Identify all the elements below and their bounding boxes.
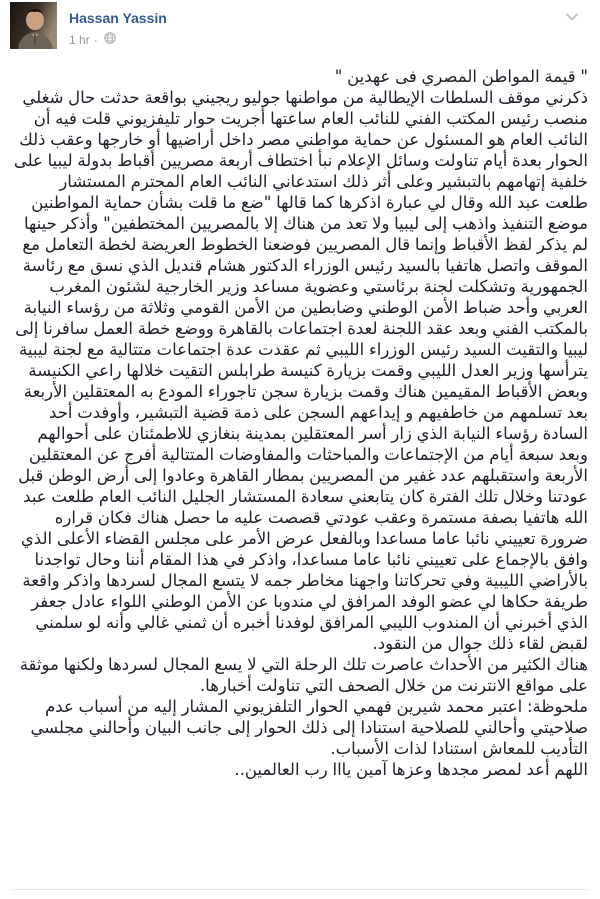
chevron-down-icon[interactable]: [564, 10, 580, 24]
post-title-line: " قيمة المواطن المصري فى عهدين ": [334, 67, 588, 86]
globe-privacy-icon: [104, 32, 116, 47]
post-meta-row: [69, 32, 167, 47]
post-timestamp[interactable]: 1 hr: [69, 32, 90, 47]
avatar-photo: [10, 2, 57, 49]
post-paragraph: اللهم أعد لمصر مجدها وعزها آمين يااا رب العالمين..: [234, 760, 588, 779]
author-name-link[interactable]: Hassan Yassin: [69, 10, 167, 26]
post-paragraph: هناك الكثير من الأحداث عاصرت تلك الرحلة التي لا يسع المجال لسردها ولكنها موثقة على مواقع الانترنت من خلال الصحف التي تناولت أخبارها.: [19, 655, 588, 695]
post-paragraph: ملحوظة: اعتبر محمد شيرين فهمي الحوار التلفزيوني المشار إليه من أسباب عدم صلاحيتي وأحالني للصلاحية استنادا إلى ذلك الحوار إلى جانب البيان وأحالني مجلسي التأديب للمعاش استنادا لذات الأسباب.: [30, 697, 588, 758]
post-footer-divider: [12, 889, 588, 890]
post-header: [10, 2, 590, 56]
post-paragraph: ذكرني موقف السلطات الإيطالية من مواطنها جوليو ريجيني بواقعة حدثت حال شغلي منصب رئيس المكتب الفني للنائب العام ساعتها أجريت حوار تليفزيوني قلت فيه أن النائب العام هو المسئول عن حماية مواطني مصر داخل أراضيها أو خارجها وعقب ذلك الحوار بعدة أيام تناولت وسائل الإعلام نبأ اختطاف أربعة مصريين أقباط بدولة ليبيا على خلفية إتهامهم بالتبشير وعلى أثر ذلك استدعاني النائب العام المحترم المستشار طلعت عبد الله وقال لي عبارة اذكرها كما قالها "ضع ما قلت بشأن حماية المواطنين موضع التنفيذ واذهب إلى ليبيا ولا تعد من هناك إلا بالمصريين المختطفين" وأذكر حينها لم يذكر لفظ الأقباط وإنما قال المصريين فوضعنا الخطوط العريضة لخطة التعامل مع الموقف واتصل هاتفيا بالسيد رئيس الوزراء الدكتور هشام قنديل الذي نسق مع رئاسة الجمهورية وتشكلت لجنة برئاستي وعضوية مساعد وزير الخارجية لشئون المغرب العربي وأحد ضباط الأمن الوطني وضابطين من الأمن القومي وثلاثة من رؤساء النيابة بالمكتب الفني وبعد عقد اللجنة لعدة اجتماعات بالقاهرة ووضع خطة العمل سافرنا إلى ليبيا والتقيت السيد رئيس الوزراء الليبي ثم عقدت عدة اجتماعات متتالية مع لجنة ليبية يترأسها وزير العدل الليبي وقمت بزيارة كنيسة طرابلس التقيت خلالها راعي الكنيسة وبعض الأقباط المقيمين هناك وقمت بزيارة سجن تاجوراء المودع به المعتقلين الأربعة بعد تسلمهم من خاطفيهم و إيداعهم السجن على ذمة قضية التبشير، وأوفدت أحد السادة رؤساء النيابة الذي زار أسر المعتقلين بمدينة بنغازي للاطمئنان على أحوالهم وبعد سبعة أيام من الإجتماعات والمباحثات والمفاوضات المتتالية أفرج عن المعتقلين الأربعة واستقبلهم عدد غفير من المصريين بمطار القاهرة وعادوا إلى أرض الوطن قبل عودتنا وخلال تلك الفترة كان يتابعني سعادة المستشار الجليل النائب العام طلعت عبد الله هاتفيا بصفة مستمرة وعقب عودتي قصصت عليه ما حصل هناك فكان قراره ضرورة تعييني نائبا عاما مساعدا وبالفعل عرض الأمر على مجلس القضاء الأعلى الذي وافق بالإجماع على تعييني نائبا عاما مساعدا، واذكر في هذا المقام أننا وحال تواجدنا بالأراضي الليبية وفي تحركاتنا واجهنا مخاطر جمه لا يتسع المجال لسردها واذكر واقعة طريفة حكاها لي عضو الوفد المرافق لي مندوبا عن الأمن الوطني اللواء عادل جعفر الذي أخبرني أن المندوب الليبي المرافق لوفدنا أخبره أن ثمني غالي وأنه لو سلمني لقبض لقاء ذلك جوال من النقود.: [13, 88, 588, 653]
meta-separator: ·: [93, 32, 98, 47]
post-body: [12, 66, 588, 883]
profile-picture[interactable]: [10, 2, 57, 49]
